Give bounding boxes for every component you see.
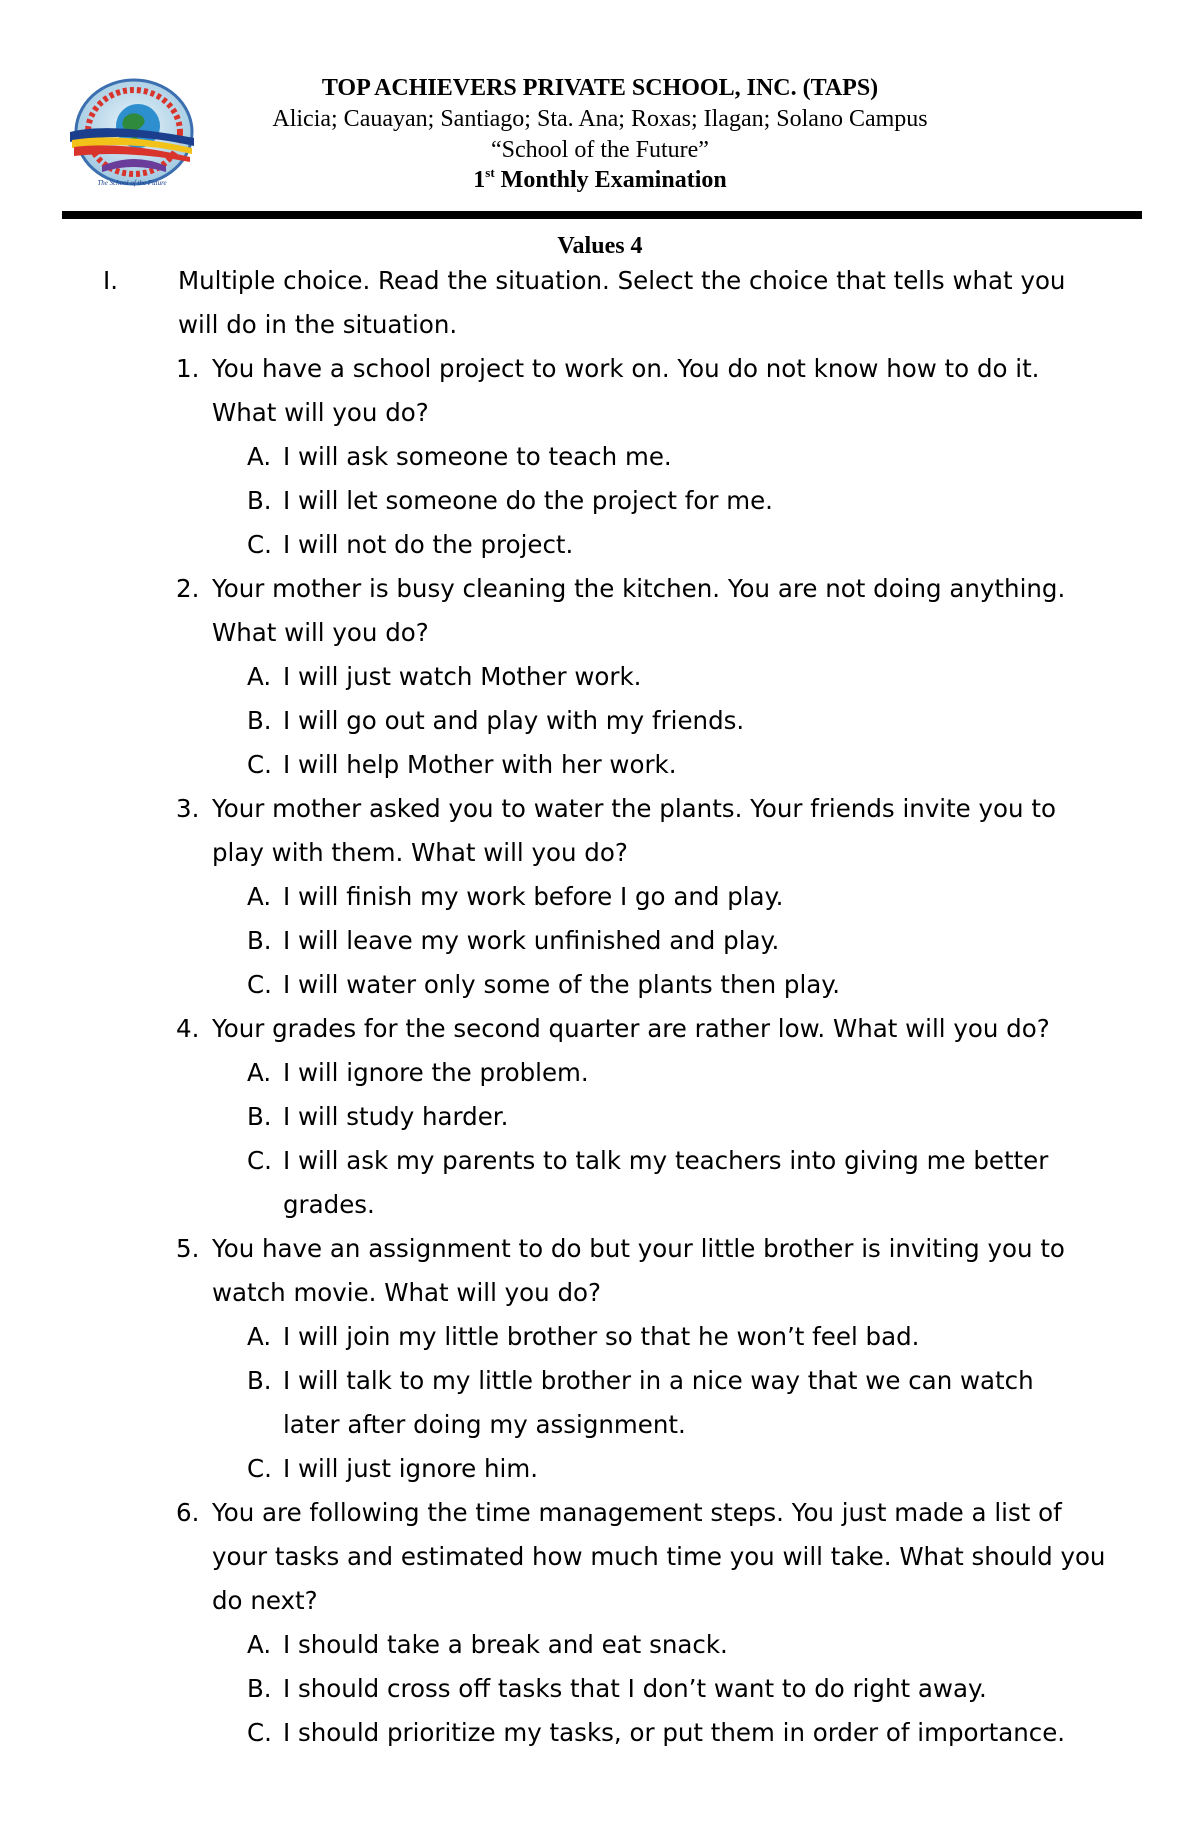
- question-text: You have a school project to work on. You do not know how to do it.: [212, 354, 1040, 383]
- question-text: You have an assignment to do but your little brother is inviting you to: [212, 1234, 1065, 1263]
- choice-letter: C.: [247, 970, 272, 999]
- question-text: do next?: [212, 1586, 318, 1615]
- section-instruction: will do in the situation.: [178, 310, 458, 339]
- choice-text: I will talk to my little brother in a nice way that we can watch: [283, 1366, 1034, 1395]
- choice-text: I will just ignore him.: [283, 1454, 539, 1483]
- school-motto: “School of the Future”: [491, 137, 709, 163]
- subject-title: Values 4: [557, 233, 643, 259]
- choice-text: I will finish my work before I go and play.: [283, 882, 784, 911]
- choice-text: I will join my little brother so that he won’t feel bad.: [283, 1322, 920, 1351]
- question-text: play with them. What will you do?: [212, 838, 628, 867]
- choice-text: I will let someone do the project for me.: [283, 486, 773, 515]
- choice-letter: C.: [247, 1454, 272, 1483]
- choice-letter: A.: [247, 1058, 272, 1087]
- question-text: your tasks and estimated how much time you will take. What should you: [212, 1542, 1106, 1571]
- choice-letter: A.: [247, 442, 272, 471]
- choice-text: I will help Mother with her work.: [283, 750, 677, 779]
- question-text: watch movie. What will you do?: [212, 1278, 602, 1307]
- question-text: Your mother asked you to water the plants. Your friends invite you to: [212, 794, 1056, 823]
- question-text: Your grades for the second quarter are rather low. What will you do?: [212, 1014, 1050, 1043]
- choice-letter: A.: [247, 662, 272, 691]
- choice-text: I will just watch Mother work.: [283, 662, 642, 691]
- choice-letter: C.: [247, 530, 272, 559]
- choice-text: grades.: [283, 1190, 375, 1219]
- choice-text: I will study harder.: [283, 1102, 509, 1131]
- choice-letter: B.: [247, 1674, 272, 1703]
- question-number: 3.: [176, 794, 200, 823]
- choice-text: I should prioritize my tasks, or put them in order of importance.: [283, 1718, 1066, 1747]
- choice-text: I will water only some of the plants then play.: [283, 970, 841, 999]
- section-number: I.: [103, 266, 119, 295]
- choice-letter: B.: [247, 1102, 272, 1131]
- choice-text: later after doing my assignment.: [283, 1410, 686, 1439]
- campus-list: Alicia; Cauayan; Santiago; Sta. Ana; Roxas; Ilagan; Solano Campus: [272, 106, 928, 132]
- choice-text: I should take a break and eat snack.: [283, 1630, 728, 1659]
- exam-number: 1: [473, 167, 486, 193]
- choice-text: I will ignore the problem.: [283, 1058, 589, 1087]
- exam-number-suffix: st: [485, 165, 495, 180]
- choice-letter: A.: [247, 1630, 272, 1659]
- choice-text: I will not do the project.: [283, 530, 574, 559]
- header-divider: [62, 211, 1142, 219]
- question-number: 6.: [176, 1498, 200, 1527]
- question-text: What will you do?: [212, 618, 429, 647]
- choice-letter: B.: [247, 486, 272, 515]
- choice-letter: A.: [247, 882, 272, 911]
- question-number: 4.: [176, 1014, 200, 1043]
- question-text: You are following the time management steps. You just made a list of: [212, 1498, 1062, 1527]
- question-number: 1.: [176, 354, 200, 383]
- choice-text: I will go out and play with my friends.: [283, 706, 745, 735]
- section-instruction: Multiple choice. Read the situation. Select the choice that tells what you: [178, 266, 1066, 295]
- question-text: Your mother is busy cleaning the kitchen. You are not doing anything.: [212, 574, 1066, 603]
- choice-letter: C.: [247, 1146, 272, 1175]
- choice-text: I will ask someone to teach me.: [283, 442, 672, 471]
- question-number: 2.: [176, 574, 200, 603]
- choice-letter: B.: [247, 706, 272, 735]
- choice-letter: B.: [247, 1366, 272, 1395]
- choice-letter: C.: [247, 750, 272, 779]
- choice-letter: B.: [247, 926, 272, 955]
- choice-text: I should cross off tasks that I don’t want to do right away.: [283, 1674, 987, 1703]
- exam-title-text: Monthly Examination: [494, 167, 727, 193]
- exam-title: [0, 167, 1200, 194]
- choice-letter: A.: [247, 1322, 272, 1351]
- choice-text: I will leave my work unfinished and play.: [283, 926, 780, 955]
- question-text: What will you do?: [212, 398, 429, 427]
- choice-text: I will ask my parents to talk my teachers into giving me better: [283, 1146, 1049, 1175]
- choice-letter: C.: [247, 1718, 272, 1747]
- school-name: TOP ACHIEVERS PRIVATE SCHOOL, INC. (TAPS): [321, 75, 879, 101]
- question-number: 5.: [176, 1234, 200, 1263]
- logo-motto-text: The School of the Future: [97, 179, 167, 187]
